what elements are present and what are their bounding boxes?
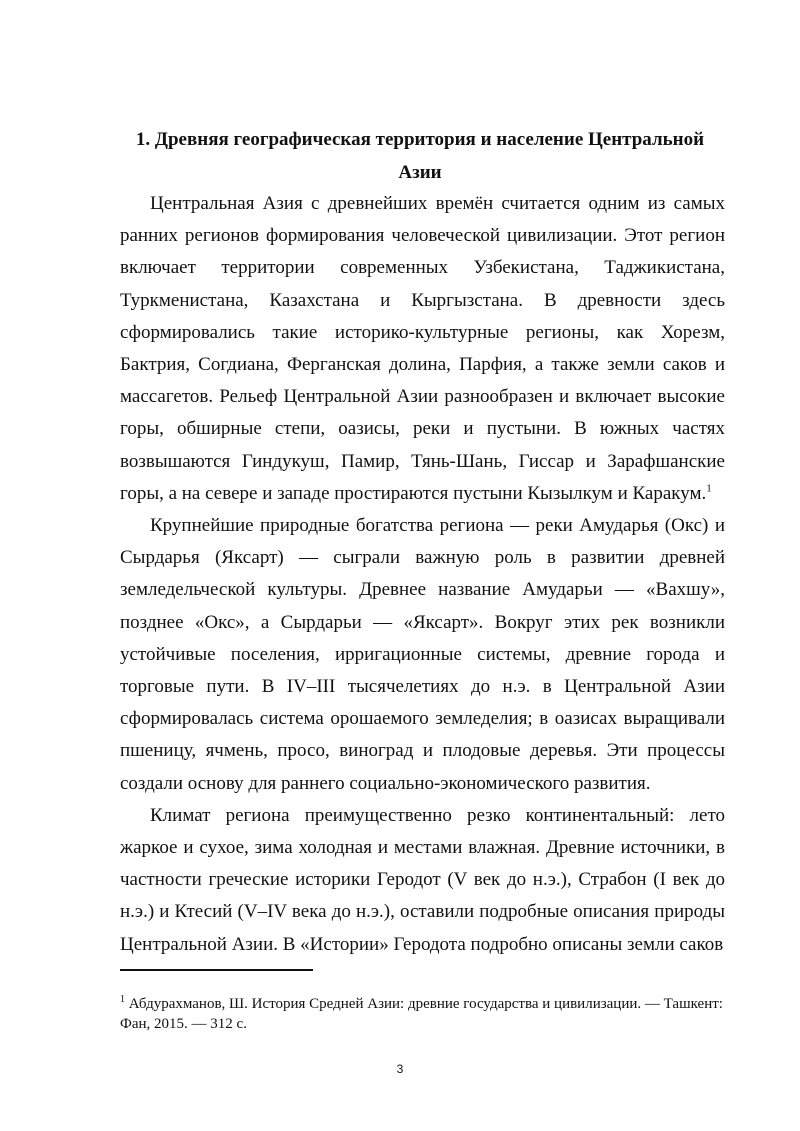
footnote: [120, 994, 725, 1034]
footnote-separator: [120, 969, 313, 971]
footnote-text: Абдурахманов, Ш. История Средней Азии: древние государства и цивилизации. — Ташкент: Фан, 2015. — 312 с.: [120, 996, 723, 1032]
body-text: [120, 188, 725, 961]
section-heading: 1. Древняя географическая территория и население Центральной Азии: [135, 129, 705, 183]
paragraph-3: Климат региона преимущественно резко континентальный: лето жаркое и сухое, зима холодная и местами влажная. Древние источники, в частности греческие историки Геродот (V век до н.э.), Страбон (I век до н.э.) и Ктесий (V–IV века до н.э.), оставили подробные описания природы Центральной Азии. В «Истории» Геродота подробно описаны земли саков: [120, 804, 725, 955]
paragraph-2: Крупнейшие природные богатства региона — реки Амударья (Окс) и Сырдарья (Яксарт) — сыграли важную роль в развитии древней земледельческой культуры. Древнее название Амударьи — «Вахшу», позднее «Окс», а Сырдарьи — «Яксарт». Вокруг этих рек возникли устойчивые поселения, ирригационные системы, древние города и торговые пути. В IV–III тысячелетиях до н.э. в Центральной Азии сформировалась система орошаемого земледелия; в оазисах выращивали пшеницу, ячмень, просо, виноград и плодовые деревья. Эти процессы создали основу для раннего социально-экономического развития.: [120, 515, 725, 794]
footnote-reference: 1: [706, 482, 712, 495]
paragraph-1: [120, 188, 725, 510]
footnote-mark: 1: [120, 994, 125, 1005]
page-number: 3: [396, 1062, 404, 1076]
paragraph-1-text: Центральная Азия с древнейших времён считается одним из самых ранних регионов формирования человеческой цивилизации. Этот регион включает территории современных Узбекистана, Таджикистана, Туркменистана, Казахстана и Кыргызстана. В древности здесь сформировались такие историко-культурные регионы, как Хорезм, Бактрия, Согдиана, Ферганская долина, Парфия, а также земли саков и массагетов. Рельеф Центральной Азии разнообразен и включает высокие горы, обширные степи, оазисы, реки и пустыни. В южных частях возвышаются Гиндукуш, Памир, Тянь-Шань, Гиссар и Зарафшанские горы, а на севере и западе простираются пустыни Кызылкум и Каракум.: [120, 193, 725, 504]
